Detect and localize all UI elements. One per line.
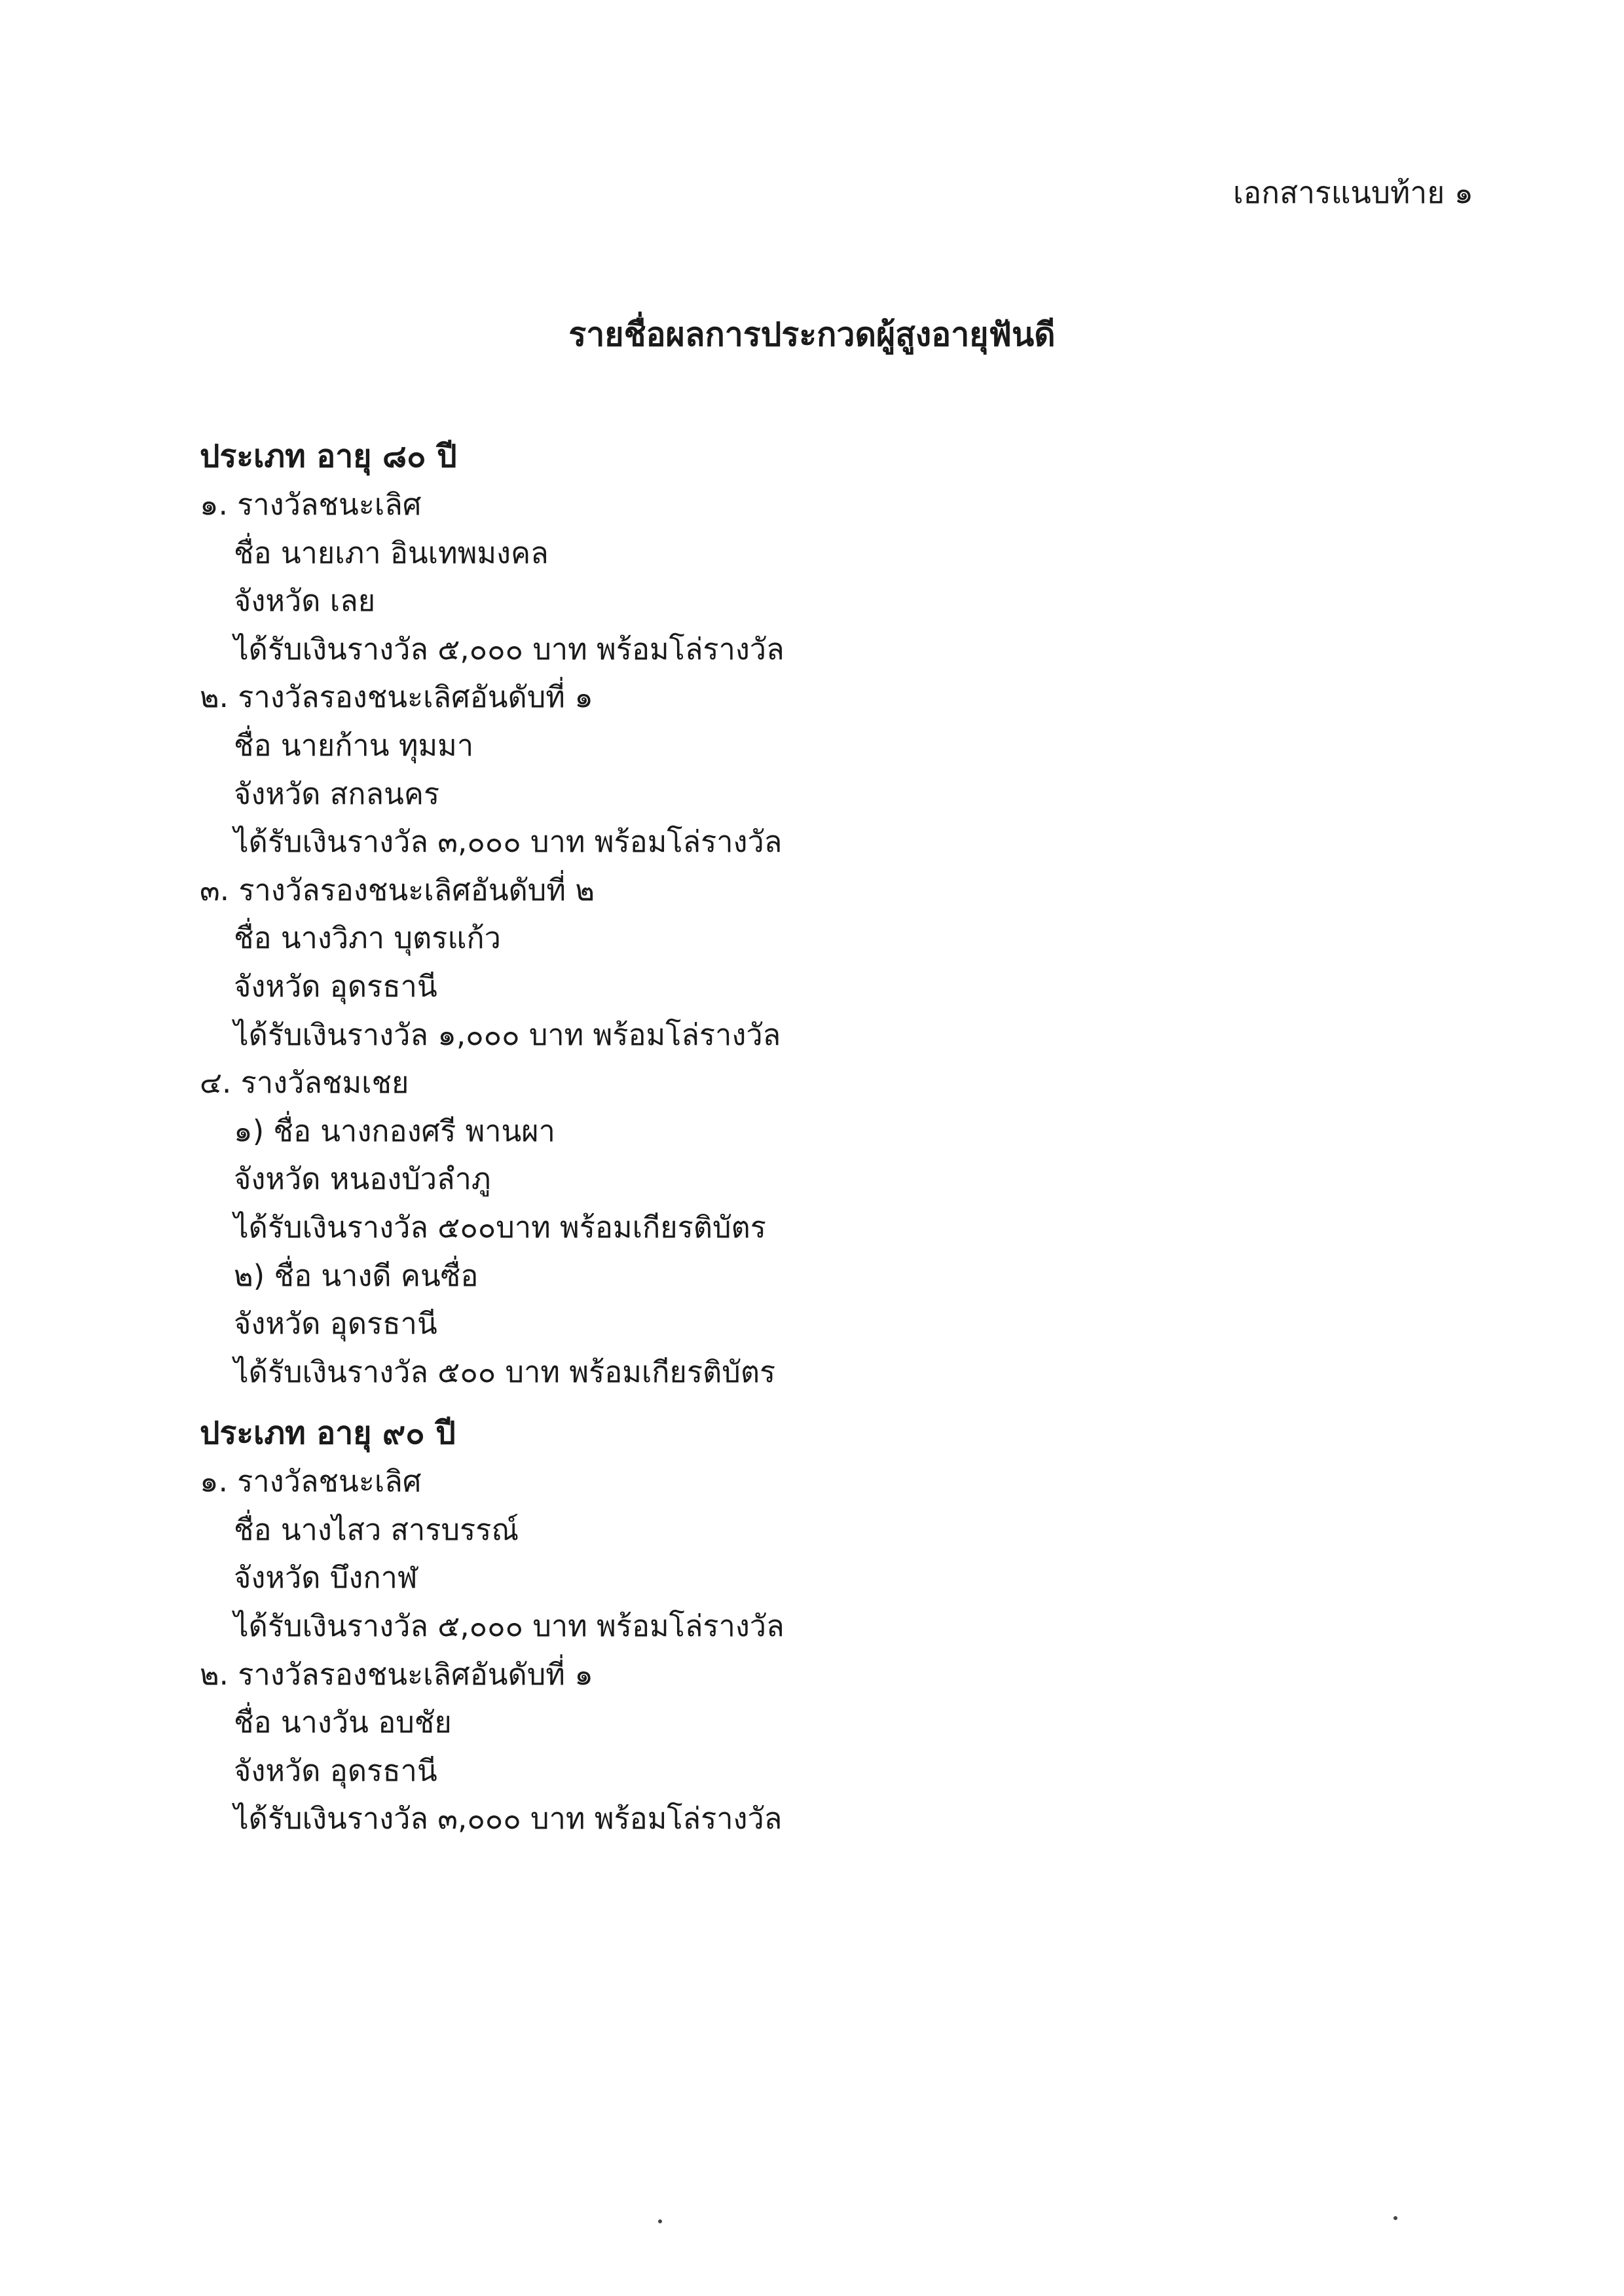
category-heading: ประเภท อายุ ๘๐ ปี [200,438,457,475]
scan-speck [1393,2216,1397,2220]
award-prize: ได้รับเงินรางวัล ๓,๐๐๐ บาท พร้อมโล่รางวัล [234,824,783,860]
winner-province: จังหวัด สกลนคร [234,776,440,811]
document-body [200,432,1444,1843]
award-title: ๑. รางวัลชนะเลิศ [200,1464,422,1499]
award-title: ๒. รางวัลรองชนะเลิศอันดับที่ ๑ [200,680,593,715]
award-title: ๒. รางวัลรองชนะเลิศอันดับที่ ๑ [200,1656,593,1692]
category-age-80 [200,432,1444,1396]
winner-province: จังหวัด อุดรธานี [234,968,437,1004]
winner-province: จังหวัด อุดรธานี [234,1306,437,1341]
category-heading: ประเภท อายุ ๙๐ ปี [200,1415,456,1452]
award-prize: ได้รับเงินรางวัล ๕,๐๐๐ บาท พร้อมโล่รางวัล [234,631,784,666]
award-prize: ได้รับเงินรางวัล ๓,๐๐๐ บาท พร้อมโล่รางวัล [234,1801,783,1836]
winner-name: ชื่อ นางวิภา บุตรแก้ว [234,920,501,956]
winner-name: ๒) ชื่อ นางดี คนซื่อ [234,1258,479,1293]
award-title: ๔. รางวัลชมเชย [200,1065,409,1101]
winner-province: จังหวัด หนองบัวลำภู [234,1161,491,1197]
winner-province: จังหวัด เลย [234,583,376,619]
award-prize: ได้รับเงินรางวัล ๕,๐๐๐ บาท พร้อมโล่รางวัล [234,1609,784,1644]
award-title: ๓. รางวัลรองชนะเลิศอันดับที่ ๒ [200,872,595,907]
winner-name: ชื่อ นายเภา อินเทพมงคล [234,535,549,570]
award-prize: ได้รับเงินรางวัล ๑,๐๐๐ บาท พร้อมโล่รางวัล [234,1017,781,1052]
annex-label: เอกสารแนบท้าย ๑ [1232,175,1473,210]
award-title: ๑. รางวัลชนะเลิศ [200,487,422,522]
winner-name: ชื่อ นางวัน อบชัย [234,1705,452,1740]
award-prize: ได้รับเงินรางวัล ๕๐๐ บาท พร้อมเกียรติบัตร [234,1354,776,1389]
winner-province: จังหวัด อุดรธานี [234,1753,437,1788]
document-title: รายชื่อผลการประกวดผู้สูงอายุฟันดี [568,316,1056,354]
scan-speck [658,2219,662,2223]
winner-name: ชื่อ นางไสว สารบรรณ์ [234,1512,519,1547]
winner-name: ชื่อ นายก้าน ทุมมา [234,727,474,763]
category-age-90 [200,1409,1444,1843]
award-prize: ได้รับเงินรางวัล ๕๐๐บาท พร้อมเกียรติบัตร [234,1209,766,1245]
winner-province: จังหวัด บึงกาฬ [234,1560,418,1595]
winner-name: ๑) ชื่อ นางกองศรี พานผา [234,1113,555,1148]
